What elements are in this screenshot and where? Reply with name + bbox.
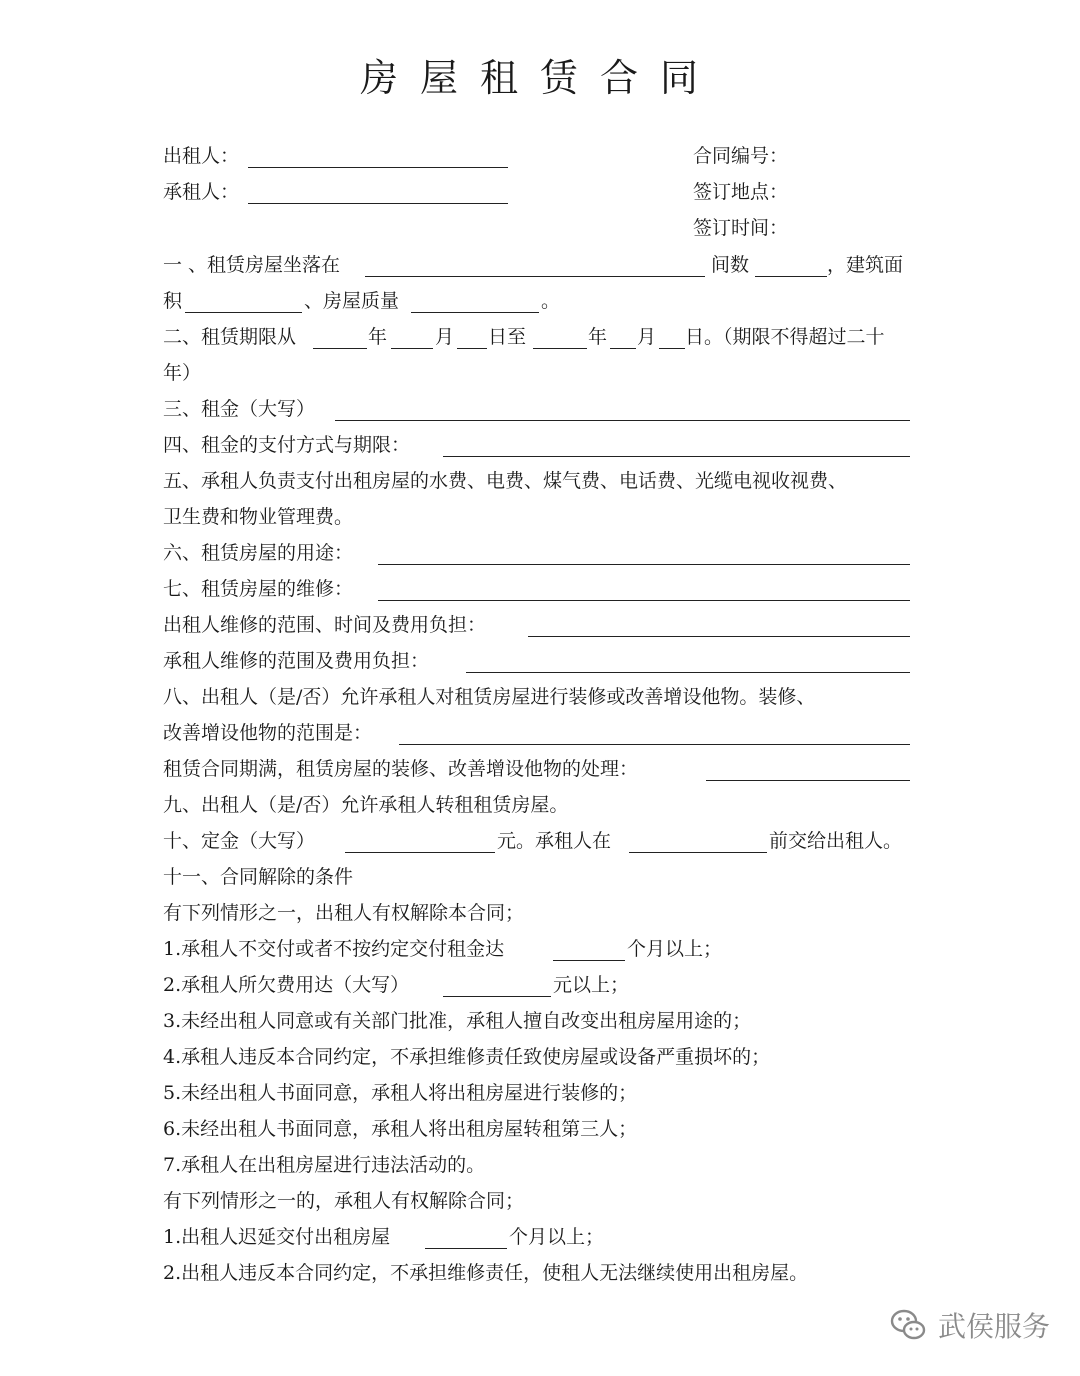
clause-6-line: [163, 535, 923, 571]
clause-8-line-1: 八、出租人（是/否）允许承租人对租赁房屋进行装修或改善增设他物。装修、: [163, 686, 816, 708]
clause-11-lessee-item-2: 2.出租人违反本合同约定，不承担维修责任，使租人无法继续使用出租房屋。: [163, 1262, 809, 1284]
deposit-date-blank[interactable]: [629, 852, 767, 853]
clause-11-item-2-text-b: 元以上；: [553, 974, 630, 996]
area-blank[interactable]: [185, 312, 302, 313]
clause-1-text-e: 、房屋质量: [304, 290, 400, 312]
clause-11-item-1-text-a: 1.承租人不交付或者不按约定交付租金达: [163, 938, 505, 960]
room-count-blank[interactable]: [755, 276, 827, 277]
clause-11-item-1: [163, 931, 923, 967]
location-blank[interactable]: [365, 276, 705, 277]
clause-11-item-2: [163, 967, 923, 1003]
clause-11-item-5: 5.未经出租人书面同意，承租人将出租房屋进行装修的；: [163, 1082, 638, 1104]
wechat-icon: [888, 1305, 928, 1345]
clause-2-line-2: 年）: [163, 362, 202, 384]
clause-10-line: [163, 823, 923, 859]
clause-10-text-b: 元。承租人在: [497, 830, 612, 852]
watermark: [888, 1300, 1050, 1350]
clause-10-text-c: 前交给出租人。: [769, 830, 903, 852]
clause-11-lessor-intro: 有下列情形之一，出租人有权解除本合同；: [163, 902, 525, 924]
start-year-blank[interactable]: [313, 348, 367, 349]
lessor-label: 出租人：: [163, 145, 240, 167]
end-year-blank[interactable]: [533, 348, 587, 349]
watermark-text: 武侯服务: [938, 1310, 1051, 1343]
clause-8-line-2: [163, 715, 923, 751]
clause-11-item-7: 7.承租人在出租房屋进行违法活动的。: [163, 1154, 486, 1176]
clause-2-year-1: 年: [368, 326, 388, 348]
clause-2-line-1: [163, 319, 923, 355]
payment-method-blank[interactable]: [443, 456, 910, 457]
clause-11-item-4: 4.承租人违反本合同约定，不承担维修责任致使房屋或设备严重损坏的；: [163, 1046, 771, 1068]
clause-5-line-2: 卫生费和物业管理费。: [163, 506, 354, 528]
delay-months-blank[interactable]: [425, 1248, 507, 1249]
clause-7-lessor-line: [163, 607, 923, 643]
clause-2-year-2: 年: [588, 326, 608, 348]
clause-2-day-2: 日。（期限不得超过二十: [685, 326, 885, 348]
clause-11-item-3: 3.未经出租人同意或有关部门批准，承租人擅自改变出租房屋用途的；: [163, 1010, 752, 1032]
lessee-blank[interactable]: [248, 203, 508, 204]
clause-5-line-1: 五、承租人负责支付出租房屋的水费、电费、煤气费、电话费、光缆电视收视费、: [163, 470, 848, 492]
sign-time-label: 签订时间：: [693, 217, 789, 239]
sign-place-label: 签订地点：: [693, 181, 789, 203]
clause-1-text-f: 。: [541, 290, 561, 312]
clause-11-item-2-text-a: 2.承租人所欠费用达（大写）: [163, 974, 410, 996]
contract-no-label: 合同编号：: [693, 145, 789, 167]
lessee-label: 承租人：: [163, 181, 240, 203]
start-month-blank[interactable]: [391, 348, 433, 349]
decoration-handling-blank[interactable]: [706, 780, 910, 781]
repair-blank[interactable]: [378, 600, 910, 601]
clause-7-lessor-text: 出租人维修的范围、时间及费用负担：: [163, 614, 487, 636]
clause-11-lessee-item-1: [163, 1219, 923, 1255]
overdue-months-blank[interactable]: [553, 960, 625, 961]
end-month-blank[interactable]: [610, 348, 636, 349]
lessor-repair-blank[interactable]: [528, 636, 910, 637]
rent-amount-blank[interactable]: [335, 420, 910, 421]
end-day-blank[interactable]: [659, 348, 685, 349]
clause-11-heading: 十一、合同解除的条件: [163, 866, 354, 888]
clause-1-text-d: 积: [163, 290, 183, 312]
start-day-blank[interactable]: [457, 348, 487, 349]
owed-amount-blank[interactable]: [443, 996, 551, 997]
lessee-repair-blank[interactable]: [466, 672, 910, 673]
clause-8-text-b: 改善增设他物的范围是：: [163, 722, 373, 744]
quality-blank[interactable]: [411, 312, 539, 313]
clause-7-text: 七、租赁房屋的维修：: [163, 578, 354, 600]
clause-4-line: [163, 427, 923, 463]
clause-3-text: 三、租金（大写）: [163, 398, 316, 420]
clause-1-text-c: ，建筑面: [827, 254, 904, 276]
clause-8-text-c: 租赁合同期满，租赁房屋的装修、改善增设他物的处理：: [163, 758, 639, 780]
clause-4-text: 四、租金的支付方式与期限：: [163, 434, 411, 456]
clause-11-lessee-item-1-text-b: 个月以上；: [509, 1226, 605, 1248]
lessor-blank[interactable]: [248, 167, 508, 168]
clause-6-text: 六、租赁房屋的用途：: [163, 542, 354, 564]
contract-title: 房屋租赁合同: [359, 56, 720, 100]
clause-11-item-6: 6.未经出租人书面同意，承租人将出租房屋转租第三人；: [163, 1118, 638, 1140]
deposit-amount-blank[interactable]: [345, 852, 495, 853]
clause-8-line-3: [163, 751, 923, 787]
clause-7-lessee-line: [163, 643, 923, 679]
clause-3-line: [163, 391, 923, 427]
decoration-scope-blank[interactable]: [399, 744, 910, 745]
clause-2-text-a: 二、租赁期限从: [163, 326, 297, 348]
clause-1-text-a: 一 、租赁房屋坐落在: [163, 254, 341, 276]
clause-2-day-1: 日至: [488, 326, 527, 348]
clause-11-lessee-item-1-text-a: 1.出租人迟延交付出租房屋: [163, 1226, 391, 1248]
clause-7-line: [163, 571, 923, 607]
clause-9-line: 九、出租人（是/否）允许承租人转租租赁房屋。: [163, 794, 569, 816]
clause-11-lessee-intro: 有下列情形之一的，承租人有权解除合同；: [163, 1190, 525, 1212]
usage-blank[interactable]: [378, 564, 910, 565]
clause-2-month-2: 月: [637, 326, 657, 348]
clause-11-item-1-text-b: 个月以上；: [627, 938, 723, 960]
clause-2-month-1: 月: [435, 326, 455, 348]
clause-1-text-b: 间数: [711, 254, 750, 276]
clause-1-line-1: [163, 247, 923, 283]
clause-7-lessee-text: 承租人维修的范围及费用负担：: [163, 650, 430, 672]
clause-10-text-a: 十、定金（大写）: [163, 830, 316, 852]
